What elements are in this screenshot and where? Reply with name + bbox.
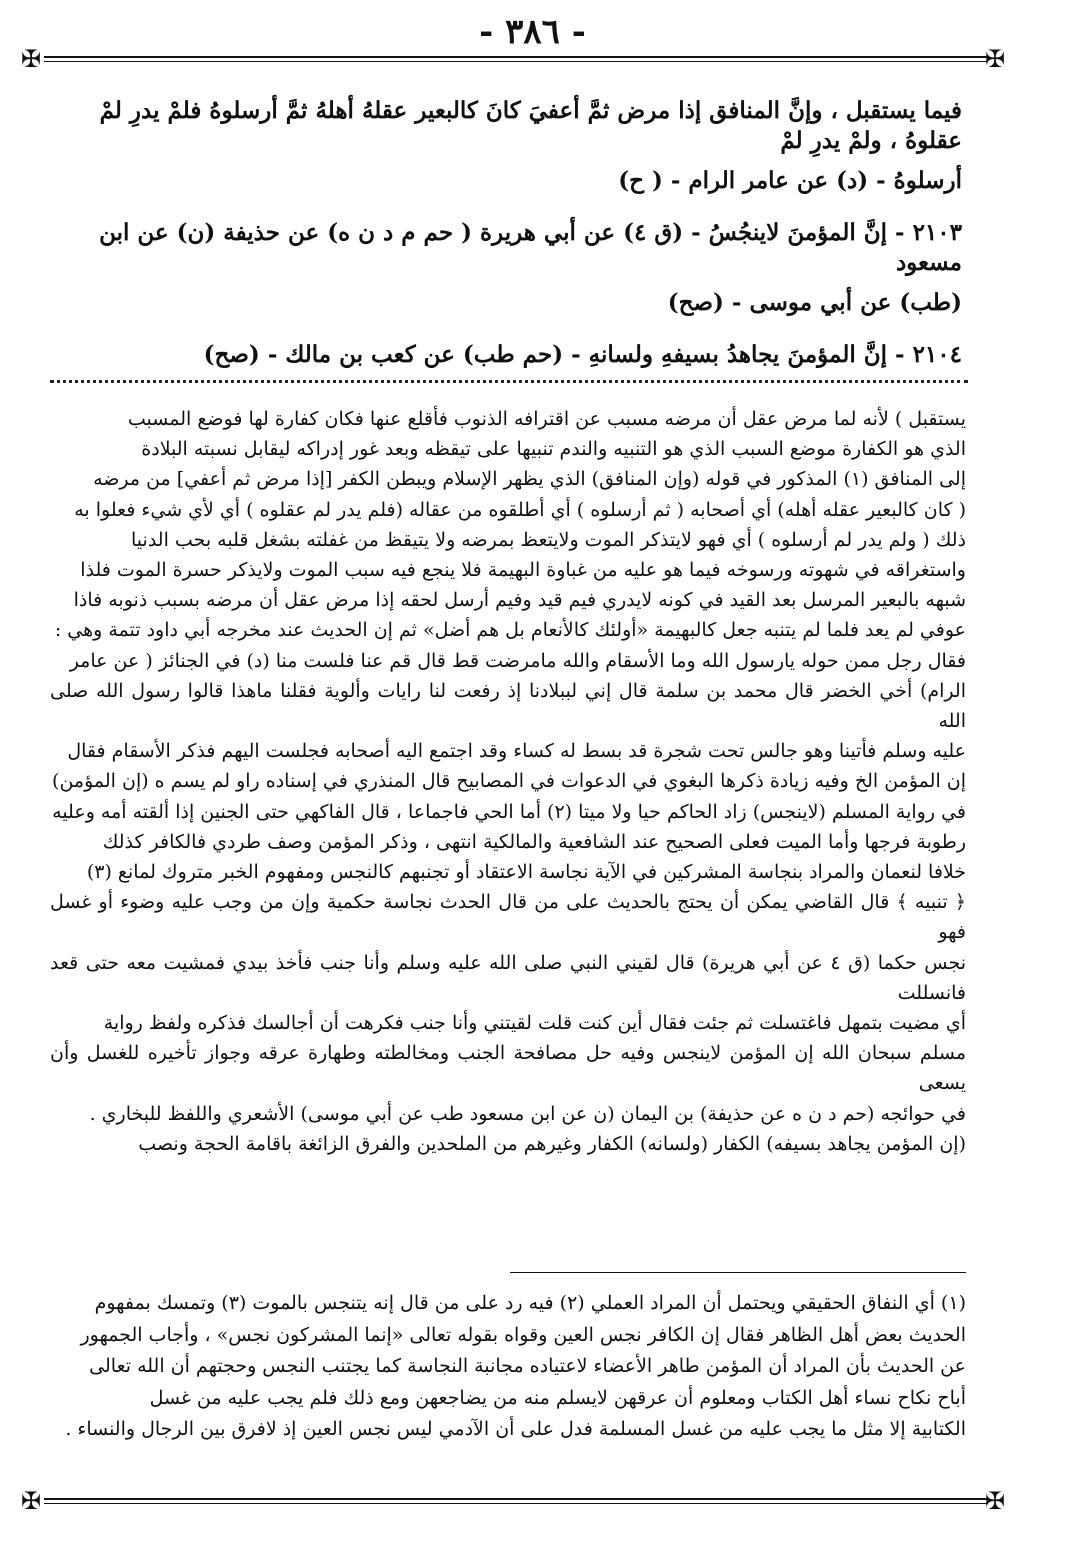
frame-top-rule-inner — [44, 61, 988, 62]
commentary-line: رطوبة فرجها وأما الميت فعلى الصحيح عند الشافعية والمالكية انتهى ، وذكر المؤمن وصف طردي فالكافر كذلك — [102, 830, 966, 853]
hadith-text — [52, 96, 962, 370]
commentary-line: مسلم سبحان الله إن المؤمن لاينجس وفيه حل مصافحة الجنب ومخالطته وطهارة عرقه وجواز تأخيره للغسل وأن يسعى — [50, 1042, 966, 1095]
commentary-line: فقال رجل ممن حوله يارسول الله وما الأسقام والله مامرضت قط قال قم عنا فلست منا (د) في الجنائز ( عن عامر — [69, 649, 966, 672]
commentary-line: الرام) أخي الخضر قال محمد بن سلمة قال إني لببلادنا إذ رفعت لنا رايات وألوية فقلنا ماهذا قالوا رسول الله صلى الله — [50, 679, 966, 733]
corner-ornament-icon: ✠ — [984, 1487, 1006, 1515]
commentary-line: أي مضيت بتمهل فاغتسلت ثم جئت فقال أين كنت قلت لقيتني وأنا جنب فكرهت أن أجالسك فذكره ولفظ رواية — [103, 1012, 966, 1035]
hadith-line: فيما يستقبل ، وإنَّ المنافق إذا مرض ثمَّ أعفيَ كانَ كالبعير عقلهُ أهلهُ ثمَّ أرسلوهُ فلمْ يدرِ لمْ عقلوهُ ، ولمْ يدرِ لمْ — [99, 97, 962, 154]
commentary-line: نجس حكما (ق ٤ عن أبي هريرة) قال لقيني النبي صلى الله عليه وسلم وأنا جنب فأخذ بيدي فمشيت معه حتى قعد فانسللت — [50, 951, 966, 1004]
footnote-line: (١) أي النفاق الحقيقي ويحتمل أن المراد العملي (٢) فيه رد على من قال إنه يتنجس بالموت (٣) وتمسك بمفهوم — [94, 1292, 966, 1314]
footnote-line: عن الحديث بأن المراد أن المؤمن طاهر الأعضاء لاعتياده مجانبة النجاسة كما يجتنب النجس وحجتهم أن الله تعالى — [89, 1355, 966, 1377]
corner-ornament-icon: ✠ — [20, 45, 42, 73]
commentary-line: في حوائجه (حم د ن ه عن حذيفة) بن اليمان (ن عن ابن مسعود طب عن أبي موسى) الأشعري واللفظ للبخاري . — [89, 1102, 966, 1125]
footnote-separator — [510, 1272, 966, 1273]
commentary-line: إلى المنافق (١) المذكور في قوله (وإن المنافق) الذي يظهر الإسلام ويبطن الكفر [إذا مرض ثم أعفي] من مرضه — [93, 468, 966, 491]
dotted-divider — [50, 380, 968, 383]
footnote-line: الكتابية إلا مثل ما يجب عليه من غسل المسلمة فدل على أن الآدمي ليس نجس العين إذ لافرق بين الرجال والنساء . — [65, 1418, 966, 1440]
frame-bottom-rule — [44, 1498, 988, 1500]
hadith-2103-line: ٢١٠٣ - إنَّ المؤمنَ لاينجُسُ - (ق ٤) عن أبي هريرة ( حم م د ن ه) عن حذيفة (ن) عن ابن مسعود — [99, 219, 962, 276]
corner-ornament-icon: ✠ — [20, 1487, 42, 1515]
footnote-line: الحديث بعض أهل الظاهر فقال إن الكافر نجس العين وقواه بقوله تعالى «إنما المشركون نجس» ، وأجاب الجمهور — [80, 1323, 966, 1346]
hadith-line: أرسلوهُ - (د) عن عامر الرام - ( ح) — [618, 167, 962, 194]
corner-ornament-icon: ✠ — [984, 45, 1006, 73]
hadith-2103-line: (طب) عن أبي موسى - (صح) — [667, 289, 962, 316]
commentary-line: ذلك ( ولم يدر لم أرسلوه ) أي فهو لايتذكر الموت ولايتعظ بمرضه ولا يتيقظ من غفلته بشغل قلبه بحب الدنيا — [131, 528, 966, 551]
commentary-line: إن المؤمن الخ وفيه زيادة ذكرها البغوي في الدعوات في المصابيح قال المنذري في إسناده راو لم يسم ه (إن المؤمن) — [52, 770, 966, 793]
footnotes — [50, 1288, 966, 1446]
commentary-line: واستغراقه في شهوته ورسوخه فيما هو عليه من غباوة البهيمة فلا ينجع فيه سبب الموت ولايذكر حسرة الموت فلذا — [80, 559, 966, 582]
commentary-line: شبهه بالبعير المرسل بعد القيد في كونه لايدري فيم قيد وفيم أرسل لحقه إذا مرض عقل أن مرضه بسبب ذنوبه فاذا — [73, 589, 966, 612]
commentary-line: يستقبل ) لأنه لما مرض عقل أن مرضه مسبب عن اقترافه الذنوب فأقلع عنها فكان كفارة لها فوضع المسبب — [127, 408, 966, 430]
frame-top-rule — [44, 56, 988, 58]
commentary-line: (إن المؤمن يجاهد بسيفه) الكفار (ولسانه) الكفار وغيرهم من الملحدين والفرق الزائغة باقامة الحجة ونصب — [138, 1132, 966, 1155]
frame-bottom-rule-inner — [44, 1503, 988, 1504]
commentary-line: خلافا لنعمان والمراد بنجاسة المشركين في الآية نجاسة الاعتقاد أو تجنبهم كالنجس ومفهوم الخبر متروك لمانع (٣) — [86, 861, 966, 884]
commentary-line: الذي هو الكفارة موضع السبب الذي هو التنبيه والندم تنبيها على تيقظه وبعد غور إدراكه ليقابل نسبته البلادة — [141, 438, 966, 461]
commentary-line: ﴿ تنبيه ﴾ قال القاضي يمكن أن يحتج بالحديث على من قال الحدث نجاسة حكمية وإن من وجب عليه وضوء أو غسل فهو — [50, 891, 966, 944]
commentary-line: عوفي لم يعد فلما لم يتنبه جعل كالبهيمة «أولئك كالأنعام بل هم أضل» ثم إن الحديث عند مخرجه أبي داود تتمة وهي : — [54, 619, 966, 642]
footnote-line: أباح نكاح نساء أهل الكتاب ومعلوم أن عرقهن لايسلم منه من يضاجعهن ومع ذلك فلم يجب عليه من غسل — [149, 1386, 966, 1409]
page-number: - ٣٨٦ - — [479, 12, 586, 52]
commentary-line: ( كان كالبعير عقله أهله) أي أصحابه ( ثم أرسلوه ) أي أطلقوه من عقاله (فلم يدر لم عقلوه ) أي لأي شيء فعلوا به — [74, 498, 966, 521]
commentary-line: عليه وسلم فأتينا وهو جالس تحت شجرة قد بسط له كساء وقد اجتمع اليه أصحابه فجلست اليهم فذكر الأسقام فقال — [67, 740, 966, 763]
commentary — [50, 404, 966, 1159]
hadith-2104: ٢١٠٤ - إنَّ المؤمنَ يجاهدُ بسيفهِ ولسانهِ - (حم طب) عن كعب بن مالك - (صح) — [203, 341, 962, 368]
commentary-line: في رواية المسلم (لاينجس) زاد الحاكم حيا ولا ميتا (٢) أما الحي فاجماعا ، قال الفاكهي حتى الجنين إذا ألقته أمه وعليه — [52, 800, 966, 823]
